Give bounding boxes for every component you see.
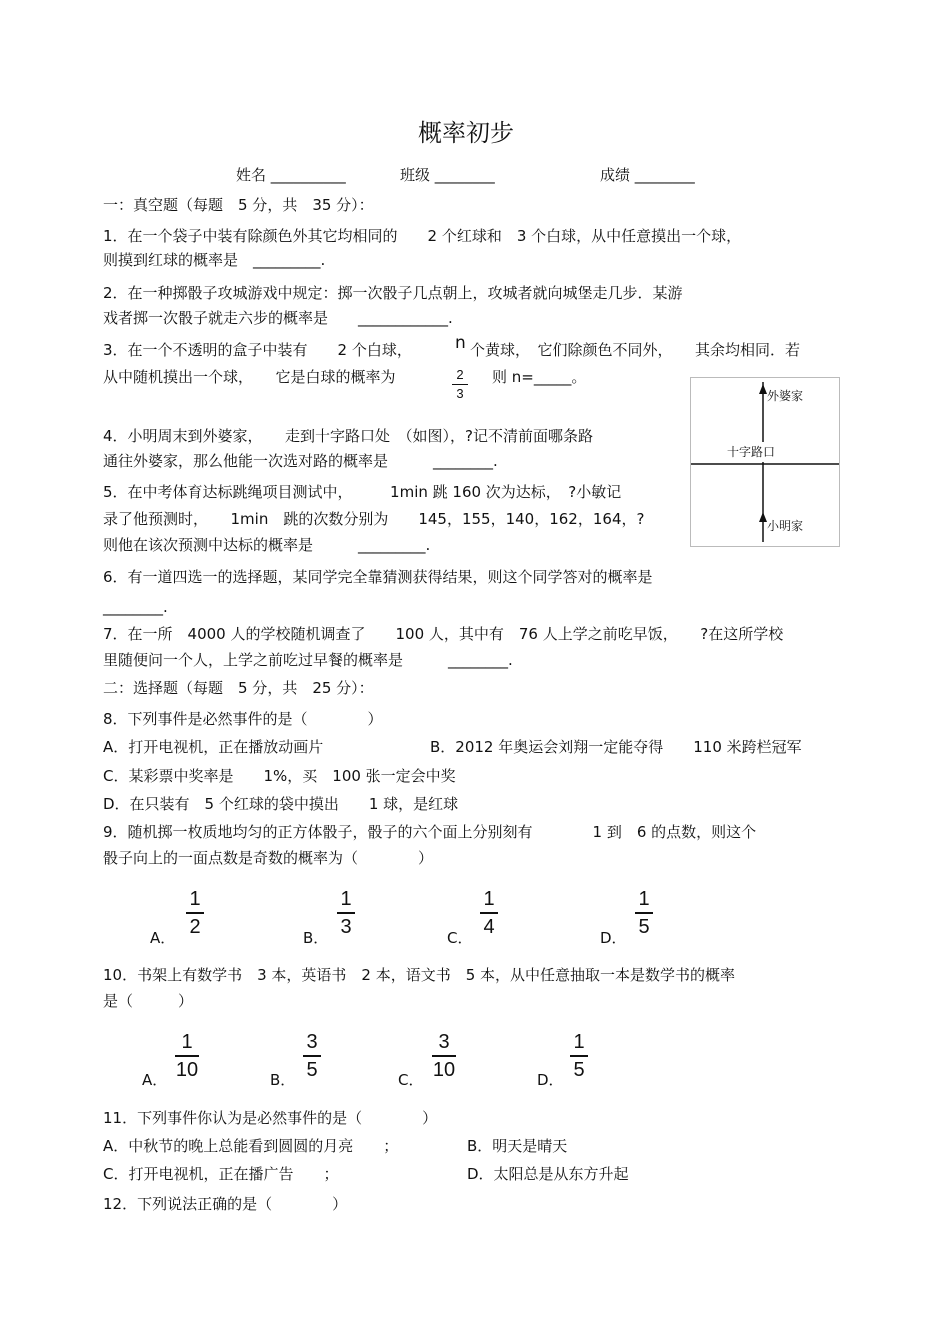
- section-fill-in: 一：真空题（每题 5 分，共 35 分）：: [103, 196, 374, 214]
- crossroad-diagram: [690, 377, 840, 547]
- q10-c-bar: [432, 1055, 456, 1057]
- q9-stem-line2: 骰子向上的一面点数是奇数的概率为（ ）: [103, 849, 434, 867]
- score-field: 成绩 ________: [600, 166, 695, 184]
- q11-stem: 11．下列事件你认为是必然事件的是（ ）: [103, 1109, 438, 1127]
- class-field: 班级 ________: [400, 166, 495, 184]
- q10-option-c-fraction: [432, 1031, 456, 1081]
- q10-d-num: 1: [573, 1031, 585, 1053]
- q9-d-num: 1: [638, 888, 650, 910]
- q9-b-num: 1: [340, 888, 352, 910]
- q10-d-den: 5: [573, 1058, 585, 1081]
- q9-option-a-fraction: [186, 888, 204, 938]
- q11-option-b: B．明天是晴天: [467, 1137, 568, 1155]
- q9-c-bar: [480, 912, 498, 914]
- q3-frac-bar: [452, 384, 468, 385]
- q9-a-num: 1: [189, 888, 201, 910]
- q1-line1: 1．在一个袋子中装有除颜色外其它均相同的 2 个红球和 3 个白球，从中任意摸出一个球，: [103, 227, 742, 245]
- section-choice: 二：选择题（每题 5 分，共 25 分）：: [103, 679, 374, 697]
- q10-a-num: 1: [181, 1031, 193, 1053]
- diagram-cross-label: 十字路口: [727, 442, 775, 462]
- q9-option-c-label: C．: [447, 929, 473, 947]
- q9-stem-line1: 9．随机掷一枚质地均匀的正方体骰子，骰子的六个面上分别刻有 1 到 6 的点数，则这个: [103, 823, 757, 841]
- q2-line1: 2．在一种掷骰子攻城游戏中规定：掷一次骰子几点朝上，攻城者就向城堡走几步．某游: [103, 284, 683, 302]
- q9-c-den: 4: [483, 915, 495, 938]
- q9-option-a-label: A．: [150, 929, 176, 947]
- q3-line1b: 个黄球， 它们除颜色不同外， 其余均相同．若: [470, 341, 801, 359]
- q8-stem: 8．下列事件是必然事件的是（ ）: [103, 710, 383, 728]
- q1-line2: 则摸到红球的概率是 _________.: [103, 251, 326, 269]
- q9-b-den: 3: [340, 915, 352, 938]
- crossroad-svg: [691, 378, 839, 546]
- q10-option-a-fraction: [175, 1031, 199, 1081]
- q11-option-a: A．中秋节的晚上总能看到圆圆的月亮 ；: [103, 1137, 399, 1155]
- q6-line2: ________.: [103, 598, 168, 616]
- q10-a-bar: [175, 1055, 199, 1057]
- q10-option-d-fraction: [570, 1031, 588, 1081]
- q8-option-d: D．在只装有 5 个红球的袋中摸出 1 球，是红球: [103, 795, 459, 813]
- q10-c-num: 3: [438, 1031, 450, 1053]
- q8-option-c: C．某彩票中奖率是 1%，买 100 张一定会中奖: [103, 767, 456, 785]
- page-title: 概率初步: [418, 119, 514, 147]
- q5-line2: 录了他预测时， 1min 跳的次数分别为 145，155，140，162，164，?: [103, 510, 645, 528]
- q7-line2: 里随便问一个人，上学之前吃过早餐的概率是 ________.: [103, 651, 513, 669]
- q10-option-c-label: C．: [398, 1071, 424, 1089]
- q10-b-num: 3: [306, 1031, 318, 1053]
- q9-a-bar: [186, 912, 204, 914]
- q3-frac-num: 2: [456, 367, 464, 382]
- q3-line1a: 3．在一个不透明的盒子中装有 2 个白球，: [103, 341, 412, 359]
- q10-stem-line1: 10．书架上有数学书 3 本，英语书 2 本，语文书 5 本，从中任意抽取一本是数学书的概率: [103, 966, 736, 984]
- name-field: 姓名 __________: [236, 166, 346, 184]
- q9-d-bar: [635, 912, 653, 914]
- q3-fraction: [452, 368, 468, 401]
- q3-line2b: 则 n=_____。: [492, 368, 587, 386]
- q10-b-bar: [303, 1055, 321, 1057]
- q3-frac-den: 3: [456, 386, 464, 401]
- q10-option-b-label: B．: [270, 1071, 296, 1089]
- diagram-top-label: 外婆家: [767, 389, 804, 403]
- q4-line1: 4．小明周末到外婆家， 走到十字路口处 （如图），?记不清前面哪条路: [103, 427, 594, 445]
- q10-a-den: 10: [175, 1058, 199, 1081]
- q9-b-bar: [337, 912, 355, 914]
- q3-line2a: 从中随机摸出一个球， 它是白球的概率为: [103, 368, 396, 386]
- diagram-bottom-label: 小明家: [767, 519, 804, 533]
- q9-option-d-fraction: [635, 888, 653, 938]
- q5-line1: 5．在中考体育达标跳绳项目测试中， 1min 跳 160 次为达标， ?小敏记: [103, 483, 622, 501]
- q8-option-a: A．打开电视机，正在播放动画片: [103, 738, 324, 756]
- q10-d-bar: [570, 1055, 588, 1057]
- q5-line3: 则他在该次预测中达标的概率是 _________.: [103, 536, 431, 554]
- q9-a-den: 2: [189, 915, 201, 938]
- q10-option-b-fraction: [303, 1031, 321, 1081]
- q10-c-den: 10: [432, 1058, 456, 1081]
- q9-c-num: 1: [483, 888, 495, 910]
- q11-option-d: D．太阳总是从东方升起: [467, 1165, 629, 1183]
- q2-line2: 戏者掷一次骰子就走六步的概率是 ____________.: [103, 309, 453, 327]
- q8-option-b: B．2012 年奥运会刘翔一定能夺得 110 米跨栏冠军: [430, 738, 802, 756]
- q6-line1: 6．有一道四选一的选择题，某同学完全靠猜测获得结果，则这个同学答对的概率是: [103, 568, 653, 586]
- q12-stem: 12．下列说法正确的是（ ）: [103, 1195, 348, 1213]
- q9-option-c-fraction: [480, 888, 498, 938]
- q10-option-a-label: A．: [142, 1071, 168, 1089]
- q10-stem-line2: 是（ ）: [103, 992, 194, 1010]
- q9-option-d-label: D．: [600, 929, 627, 947]
- q7-line1: 7．在一所 4000 人的学校随机调查了 100 人，其中有 76 人上学之前吃早饭， ?在这所学校: [103, 625, 784, 643]
- q9-option-b-label: B．: [303, 929, 329, 947]
- q10-b-den: 5: [306, 1058, 318, 1081]
- q9-d-den: 5: [638, 915, 650, 938]
- q10-option-d-label: D．: [537, 1071, 564, 1089]
- q3-n: n: [455, 333, 466, 353]
- q4-line2: 通往外婆家，那么他能一次选对路的概率是 ________.: [103, 452, 498, 470]
- q9-option-b-fraction: [337, 888, 355, 938]
- q11-option-c: C．打开电视机，正在播广告 ；: [103, 1165, 339, 1183]
